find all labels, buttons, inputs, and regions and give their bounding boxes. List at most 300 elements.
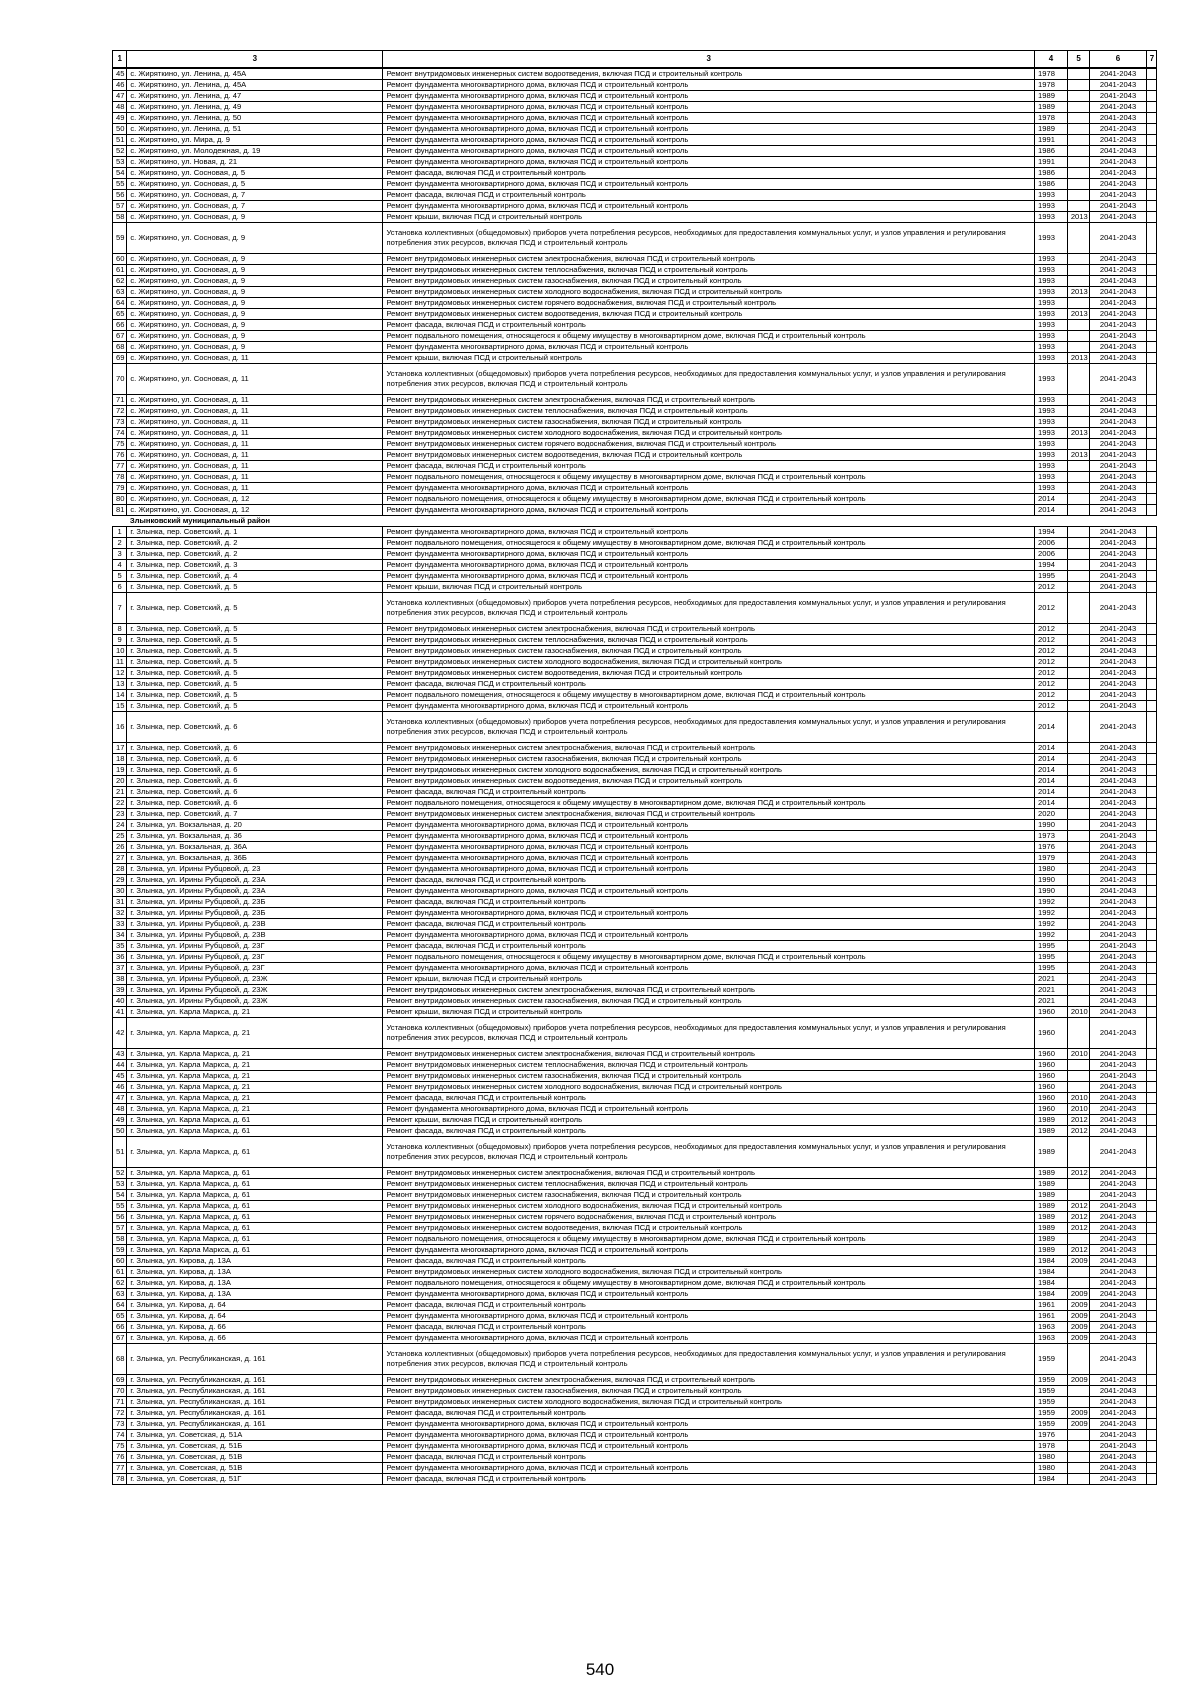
work-type-cell: Установка коллективных (общедомовых) приборов учета потребления ресурсов, необходимых для предоставления коммунальных услуг, и узлов управления и регулирования потребления этих ресурсов, включая ПСД и строительный контроль (383, 364, 1035, 395)
build-year-cell: 1973 (1035, 831, 1068, 842)
extra-cell (1146, 1060, 1156, 1071)
address-cell: г. Злынка, ул. Ирины Рубцовой, д. 23Б (127, 908, 383, 919)
extra-cell (1146, 1179, 1156, 1190)
planned-period-cell: 2041-2043 (1090, 1223, 1146, 1234)
build-year-cell: 1960 (1035, 1093, 1068, 1104)
planned-period-cell: 2041-2043 (1090, 320, 1146, 331)
work-type-cell: Ремонт фундамента многоквартирного дома, включая ПСД и строительный контроль (383, 1333, 1035, 1344)
extra-cell (1146, 765, 1156, 776)
work-type-cell: Ремонт фундамента многоквартирного дома, включая ПСД и строительный контроль (383, 853, 1035, 864)
row-number-cell: 63 (113, 1289, 127, 1300)
row-number-cell: 65 (113, 309, 127, 320)
planned-period-cell: 2041-2043 (1090, 1137, 1146, 1168)
last-repair-year-cell (1067, 91, 1090, 102)
build-year-cell: 1989 (1035, 1212, 1068, 1223)
last-repair-year-cell (1067, 124, 1090, 135)
last-repair-year-cell: 2012 (1067, 1212, 1090, 1223)
address-cell: г. Злынка, ул. Советская, д. 51В (127, 1463, 383, 1474)
address-cell: г. Злынка, пер. Советский, д. 6 (127, 743, 383, 754)
planned-period-cell: 2041-2043 (1090, 287, 1146, 298)
address-cell: с. Жиряткино, ул. Сосновая, д. 12 (127, 494, 383, 505)
build-year-cell: 1984 (1035, 1474, 1068, 1485)
build-year-cell: 1989 (1035, 1234, 1068, 1245)
build-year-cell: 1993 (1035, 309, 1068, 320)
address-cell: г. Злынка, пер. Советский, д. 5 (127, 668, 383, 679)
planned-period-cell: 2041-2043 (1090, 1168, 1146, 1179)
work-type-cell: Ремонт фундамента многоквартирного дома, включая ПСД и строительный контроль (383, 179, 1035, 190)
row-number-cell: 77 (113, 461, 127, 472)
extra-cell (1146, 1430, 1156, 1441)
table-row (113, 483, 1157, 494)
build-year-cell: 1993 (1035, 265, 1068, 276)
row-number-cell: 69 (113, 353, 127, 364)
last-repair-year-cell (1067, 776, 1090, 787)
extra-cell (1146, 1018, 1156, 1049)
table-row (113, 952, 1157, 963)
planned-period-cell: 2041-2043 (1090, 538, 1146, 549)
last-repair-year-cell (1067, 897, 1090, 908)
address-cell: с. Жиряткино, ул. Сосновая, д. 9 (127, 331, 383, 342)
row-number-cell: 41 (113, 1007, 127, 1018)
last-repair-year-cell (1067, 798, 1090, 809)
last-repair-year-cell (1067, 668, 1090, 679)
row-number-cell: 72 (113, 1408, 127, 1419)
planned-period-cell: 2041-2043 (1090, 974, 1146, 985)
last-repair-year-cell: 2012 (1067, 1223, 1090, 1234)
planned-period-cell: 2041-2043 (1090, 1344, 1146, 1375)
last-repair-year-cell (1067, 146, 1090, 157)
row-number-cell: 48 (113, 102, 127, 113)
last-repair-year-cell (1067, 820, 1090, 831)
table-body (113, 68, 1157, 1485)
build-year-cell: 1994 (1035, 527, 1068, 538)
row-number-cell: 74 (113, 428, 127, 439)
address-cell: г. Злынка, ул. Советская, д. 51Г (127, 1474, 383, 1485)
table-row (113, 820, 1157, 831)
extra-cell (1146, 1452, 1156, 1463)
work-type-cell: Ремонт внутридомовых инженерных систем водоотведения, включая ПСД и строительный контроль (383, 776, 1035, 787)
table-row (113, 1104, 1157, 1115)
row-number-cell: 45 (113, 68, 127, 80)
extra-cell (1146, 1300, 1156, 1311)
address-cell: г. Злынка, ул. Карла Маркса, д. 61 (127, 1126, 383, 1137)
table-row (113, 428, 1157, 439)
build-year-cell: 2012 (1035, 646, 1068, 657)
extra-cell (1146, 908, 1156, 919)
last-repair-year-cell (1067, 1386, 1090, 1397)
work-type-cell: Ремонт внутридомовых инженерных систем газоснабжения, включая ПСД и строительный контроль (383, 996, 1035, 1007)
address-cell: г. Злынка, ул. Ирины Рубцовой, д. 23 (127, 864, 383, 875)
planned-period-cell: 2041-2043 (1090, 68, 1146, 80)
planned-period-cell: 2041-2043 (1090, 1408, 1146, 1419)
last-repair-year-cell (1067, 483, 1090, 494)
table-row (113, 190, 1157, 201)
last-repair-year-cell (1067, 930, 1090, 941)
row-number-cell: 36 (113, 952, 127, 963)
extra-cell (1146, 624, 1156, 635)
build-year-cell: 1984 (1035, 1267, 1068, 1278)
build-year-cell: 1993 (1035, 298, 1068, 309)
build-year-cell: 1980 (1035, 1463, 1068, 1474)
table-row (113, 593, 1157, 624)
table-row (113, 342, 1157, 353)
build-year-cell: 1995 (1035, 952, 1068, 963)
address-cell: с. Жиряткино, ул. Сосновая, д. 9 (127, 212, 383, 223)
extra-cell (1146, 265, 1156, 276)
row-number-cell: 60 (113, 1256, 127, 1267)
extra-cell (1146, 582, 1156, 593)
build-year-cell: 1995 (1035, 963, 1068, 974)
work-type-cell: Ремонт подвального помещения, относящегося к общему имуществу в многоквартирном доме, включая ПСД и строительный контроль (383, 952, 1035, 963)
build-year-cell: 1960 (1035, 1082, 1068, 1093)
address-cell: с. Жиряткино, ул. Сосновая, д. 12 (127, 505, 383, 516)
row-number-cell: 71 (113, 1397, 127, 1408)
build-year-cell: 1978 (1035, 1441, 1068, 1452)
extra-cell (1146, 124, 1156, 135)
row-number-cell: 34 (113, 930, 127, 941)
build-year-cell: 2006 (1035, 549, 1068, 560)
last-repair-year-cell (1067, 1060, 1090, 1071)
planned-period-cell: 2041-2043 (1090, 886, 1146, 897)
work-type-cell: Ремонт подвального помещения, относящегося к общему имуществу в многоквартирном доме, включая ПСД и строительный контроль (383, 798, 1035, 809)
table-row (113, 1049, 1157, 1060)
planned-period-cell: 2041-2043 (1090, 1430, 1146, 1441)
planned-period-cell: 2041-2043 (1090, 113, 1146, 124)
table-row (113, 1311, 1157, 1322)
last-repair-year-cell (1067, 135, 1090, 146)
address-cell: с. Жиряткино, ул. Сосновая, д. 9 (127, 320, 383, 331)
extra-cell (1146, 875, 1156, 886)
build-year-cell: 1993 (1035, 223, 1068, 254)
planned-period-cell: 2041-2043 (1090, 1071, 1146, 1082)
table-row (113, 1289, 1157, 1300)
last-repair-year-cell (1067, 908, 1090, 919)
work-type-cell: Ремонт фасада, включая ПСД и строительный контроль (383, 679, 1035, 690)
extra-cell (1146, 1104, 1156, 1115)
extra-cell (1146, 1049, 1156, 1060)
extra-cell (1146, 190, 1156, 201)
table-row (113, 996, 1157, 1007)
planned-period-cell: 2041-2043 (1090, 908, 1146, 919)
planned-period-cell: 2041-2043 (1090, 668, 1146, 679)
planned-period-cell: 2041-2043 (1090, 679, 1146, 690)
row-number-cell: 43 (113, 1049, 127, 1060)
extra-cell (1146, 952, 1156, 963)
build-year-cell: 2020 (1035, 809, 1068, 820)
extra-cell (1146, 505, 1156, 516)
table-row (113, 135, 1157, 146)
planned-period-cell: 2041-2043 (1090, 624, 1146, 635)
work-type-cell: Ремонт внутридомовых инженерных систем горячего водоснабжения, включая ПСД и строительный контроль (383, 1212, 1035, 1223)
table-row (113, 1386, 1157, 1397)
planned-period-cell: 2041-2043 (1090, 1441, 1146, 1452)
table-row (113, 1115, 1157, 1126)
build-year-cell: 1995 (1035, 941, 1068, 952)
row-number-cell: 76 (113, 450, 127, 461)
work-type-cell: Ремонт внутридомовых инженерных систем горячего водоснабжения, включая ПСД и строительный контроль (383, 439, 1035, 450)
work-type-cell: Ремонт фундамента многоквартирного дома, включая ПСД и строительный контроль (383, 102, 1035, 113)
row-number-cell: 74 (113, 1430, 127, 1441)
address-cell: г. Злынка, ул. Ирины Рубцовой, д. 23В (127, 919, 383, 930)
table-row (113, 1168, 1157, 1179)
header-cell-number: 1 (113, 51, 127, 69)
build-year-cell: 1995 (1035, 571, 1068, 582)
address-cell: г. Злынка, ул. Республиканская, д. 161 (127, 1344, 383, 1375)
work-type-cell: Ремонт фасада, включая ПСД и строительный контроль (383, 1126, 1035, 1137)
address-cell: с. Жиряткино, ул. Сосновая, д. 11 (127, 461, 383, 472)
address-cell: г. Злынка, ул. Карла Маркса, д. 21 (127, 1104, 383, 1115)
row-number-cell: 63 (113, 287, 127, 298)
planned-period-cell: 2041-2043 (1090, 1245, 1146, 1256)
table-row (113, 754, 1157, 765)
last-repair-year-cell (1067, 223, 1090, 254)
row-number-cell: 53 (113, 157, 127, 168)
last-repair-year-cell: 2009 (1067, 1322, 1090, 1333)
last-repair-year-cell (1067, 276, 1090, 287)
build-year-cell: 1993 (1035, 472, 1068, 483)
address-cell: с. Жиряткино, ул. Сосновая, д. 9 (127, 287, 383, 298)
address-cell: г. Злынка, пер. Советский, д. 5 (127, 635, 383, 646)
last-repair-year-cell (1067, 624, 1090, 635)
planned-period-cell: 2041-2043 (1090, 1375, 1146, 1386)
extra-cell (1146, 91, 1156, 102)
planned-period-cell: 2041-2043 (1090, 406, 1146, 417)
extra-cell (1146, 1474, 1156, 1485)
planned-period-cell: 2041-2043 (1090, 364, 1146, 395)
work-type-cell: Ремонт фасада, включая ПСД и строительный контроль (383, 320, 1035, 331)
work-type-cell: Установка коллективных (общедомовых) приборов учета потребления ресурсов, необходимых для предоставления коммунальных услуг, и узлов управления и регулирования потребления этих ресурсов, включая ПСД и строительный контроль (383, 712, 1035, 743)
planned-period-cell: 2041-2043 (1090, 1267, 1146, 1278)
address-cell: с. Жиряткино, ул. Сосновая, д. 11 (127, 364, 383, 395)
address-cell: с. Жиряткино, ул. Ленина, д. 47 (127, 91, 383, 102)
work-type-cell: Ремонт внутридомовых инженерных систем газоснабжения, включая ПСД и строительный контроль (383, 646, 1035, 657)
planned-period-cell: 2041-2043 (1090, 1060, 1146, 1071)
last-repair-year-cell: 2012 (1067, 1245, 1090, 1256)
build-year-cell: 1980 (1035, 1452, 1068, 1463)
last-repair-year-cell (1067, 809, 1090, 820)
build-year-cell: 1991 (1035, 135, 1068, 146)
build-year-cell: 1989 (1035, 102, 1068, 113)
address-cell: с. Жиряткино, ул. Новая, д. 21 (127, 157, 383, 168)
planned-period-cell: 2041-2043 (1090, 1311, 1146, 1322)
build-year-cell: 1989 (1035, 1168, 1068, 1179)
planned-period-cell: 2041-2043 (1090, 930, 1146, 941)
last-repair-year-cell: 2010 (1067, 1093, 1090, 1104)
planned-period-cell: 2041-2043 (1090, 494, 1146, 505)
row-number-cell: 25 (113, 831, 127, 842)
planned-period-cell: 2041-2043 (1090, 1093, 1146, 1104)
row-number-cell: 28 (113, 864, 127, 875)
planned-period-cell: 2041-2043 (1090, 809, 1146, 820)
work-type-cell: Ремонт фасада, включая ПСД и строительный контроль (383, 1322, 1035, 1333)
planned-period-cell: 2041-2043 (1090, 646, 1146, 657)
work-type-cell: Установка коллективных (общедомовых) приборов учета потребления ресурсов, необходимых для предоставления коммунальных услуг, и узлов управления и регулирования потребления этих ресурсов, включая ПСД и строительный контроль (383, 1137, 1035, 1168)
extra-cell (1146, 809, 1156, 820)
build-year-cell: 1980 (1035, 864, 1068, 875)
row-number-cell: 47 (113, 1093, 127, 1104)
build-year-cell: 1959 (1035, 1397, 1068, 1408)
build-year-cell: 1963 (1035, 1333, 1068, 1344)
table-row (113, 439, 1157, 450)
row-number-cell: 2 (113, 538, 127, 549)
last-repair-year-cell (1067, 1190, 1090, 1201)
table-row (113, 919, 1157, 930)
planned-period-cell: 2041-2043 (1090, 743, 1146, 754)
planned-period-cell: 2041-2043 (1090, 331, 1146, 342)
planned-period-cell: 2041-2043 (1090, 985, 1146, 996)
table-row (113, 1344, 1157, 1375)
address-cell: г. Злынка, пер. Советский, д. 6 (127, 765, 383, 776)
work-type-cell: Ремонт фасада, включая ПСД и строительный контроль (383, 919, 1035, 930)
work-type-cell: Ремонт внутридомовых инженерных систем водоотведения, включая ПСД и строительный контроль (383, 450, 1035, 461)
build-year-cell: 1990 (1035, 820, 1068, 831)
build-year-cell: 2014 (1035, 712, 1068, 743)
last-repair-year-cell (1067, 1179, 1090, 1190)
address-cell: г. Злынка, пер. Советский, д. 5 (127, 679, 383, 690)
row-number-cell: 80 (113, 494, 127, 505)
planned-period-cell: 2041-2043 (1090, 690, 1146, 701)
planned-period-cell: 2041-2043 (1090, 439, 1146, 450)
address-cell: г. Злынка, ул. Кирова, д. 13А (127, 1289, 383, 1300)
extra-cell (1146, 309, 1156, 320)
extra-cell (1146, 342, 1156, 353)
extra-cell (1146, 1278, 1156, 1289)
extra-cell (1146, 1234, 1156, 1245)
table-row (113, 712, 1157, 743)
work-type-cell: Ремонт крыши, включая ПСД и строительный контроль (383, 353, 1035, 364)
table-row (113, 472, 1157, 483)
address-cell: г. Злынка, пер. Советский, д. 7 (127, 809, 383, 820)
extra-cell (1146, 1408, 1156, 1419)
work-type-cell: Ремонт внутридомовых инженерных систем газоснабжения, включая ПСД и строительный контроль (383, 754, 1035, 765)
address-cell: г. Злынка, ул. Карла Маркса, д. 61 (127, 1168, 383, 1179)
last-repair-year-cell: 2013 (1067, 428, 1090, 439)
table-row (113, 1007, 1157, 1018)
district-heading: Злынковский муниципальный район (127, 516, 1157, 527)
planned-period-cell: 2041-2043 (1090, 919, 1146, 930)
build-year-cell: 2014 (1035, 494, 1068, 505)
row-number-cell: 33 (113, 919, 127, 930)
last-repair-year-cell: 2009 (1067, 1311, 1090, 1322)
planned-period-cell: 2041-2043 (1090, 395, 1146, 406)
last-repair-year-cell: 2012 (1067, 1126, 1090, 1137)
build-year-cell: 1992 (1035, 930, 1068, 941)
last-repair-year-cell: 2013 (1067, 353, 1090, 364)
row-number-cell: 61 (113, 265, 127, 276)
extra-cell (1146, 135, 1156, 146)
table-row (113, 809, 1157, 820)
header-cell-build-year: 4 (1035, 51, 1068, 69)
extra-cell (1146, 428, 1156, 439)
address-cell: с. Жиряткино, ул. Ленина, д. 49 (127, 102, 383, 113)
planned-period-cell: 2041-2043 (1090, 102, 1146, 113)
extra-cell (1146, 223, 1156, 254)
planned-period-cell: 2041-2043 (1090, 309, 1146, 320)
work-type-cell: Ремонт внутридомовых инженерных систем холодного водоснабжения, включая ПСД и строительный контроль (383, 287, 1035, 298)
build-year-cell: 1986 (1035, 179, 1068, 190)
row-number-cell: 27 (113, 853, 127, 864)
row-number-cell: 32 (113, 908, 127, 919)
address-cell: с. Жиряткино, ул. Ленина, д. 45А (127, 80, 383, 91)
address-cell: г. Злынка, ул. Кирова, д. 66 (127, 1322, 383, 1333)
row-number-cell: 73 (113, 1419, 127, 1430)
row-number-cell: 16 (113, 712, 127, 743)
planned-period-cell: 2041-2043 (1090, 941, 1146, 952)
address-cell: с. Жиряткино, ул. Сосновая, д. 7 (127, 190, 383, 201)
planned-period-cell: 2041-2043 (1090, 223, 1146, 254)
row-number-cell: 10 (113, 646, 127, 657)
repair-schedule-sheet (112, 50, 1157, 1485)
planned-period-cell: 2041-2043 (1090, 582, 1146, 593)
row-number-cell: 52 (113, 1168, 127, 1179)
extra-cell (1146, 1386, 1156, 1397)
row-number-cell: 11 (113, 657, 127, 668)
table-row (113, 1375, 1157, 1386)
address-cell: г. Злынка, ул. Карла Маркса, д. 21 (127, 1049, 383, 1060)
address-cell: г. Злынка, ул. Ирины Рубцовой, д. 23Ж (127, 985, 383, 996)
last-repair-year-cell: 2009 (1067, 1408, 1090, 1419)
last-repair-year-cell (1067, 952, 1090, 963)
address-cell: г. Злынка, ул. Карла Маркса, д. 61 (127, 1212, 383, 1223)
table-row (113, 450, 1157, 461)
extra-cell (1146, 1463, 1156, 1474)
work-type-cell: Ремонт фундамента многоквартирного дома, включая ПСД и строительный контроль (383, 930, 1035, 941)
header-cell-extra: 7 (1146, 51, 1156, 69)
planned-period-cell: 2041-2043 (1090, 505, 1146, 516)
address-cell: г. Злынка, ул. Республиканская, д. 161 (127, 1419, 383, 1430)
work-type-cell: Ремонт фундамента многоквартирного дома, включая ПСД и строительный контроль (383, 560, 1035, 571)
extra-cell (1146, 1082, 1156, 1093)
address-cell: г. Злынка, ул. Вокзальная, д. 20 (127, 820, 383, 831)
build-year-cell: 1989 (1035, 1179, 1068, 1190)
row-number-cell: 39 (113, 985, 127, 996)
build-year-cell: 1993 (1035, 450, 1068, 461)
row-number-cell: 57 (113, 1223, 127, 1234)
last-repair-year-cell: 2010 (1067, 1007, 1090, 1018)
build-year-cell: 1993 (1035, 331, 1068, 342)
extra-cell (1146, 483, 1156, 494)
planned-period-cell: 2041-2043 (1090, 798, 1146, 809)
planned-period-cell: 2041-2043 (1090, 1082, 1146, 1093)
last-repair-year-cell (1067, 996, 1090, 1007)
address-cell: г. Злынка, ул. Ирины Рубцовой, д. 23Ж (127, 974, 383, 985)
last-repair-year-cell (1067, 963, 1090, 974)
extra-cell (1146, 1311, 1156, 1322)
table-row (113, 1179, 1157, 1190)
row-number-cell: 73 (113, 417, 127, 428)
work-type-cell: Ремонт фундамента многоквартирного дома, включая ПСД и строительный контроль (383, 864, 1035, 875)
work-type-cell: Ремонт фасада, включая ПСД и строительный контроль (383, 941, 1035, 952)
last-repair-year-cell (1067, 254, 1090, 265)
planned-period-cell: 2041-2043 (1090, 1322, 1146, 1333)
address-cell: г. Злынка, ул. Кирова, д. 13А (127, 1278, 383, 1289)
work-type-cell: Ремонт крыши, включая ПСД и строительный контроль (383, 212, 1035, 223)
address-cell: г. Злынка, ул. Вокзальная, д. 36 (127, 831, 383, 842)
row-number-cell: 23 (113, 809, 127, 820)
build-year-cell: 1993 (1035, 342, 1068, 353)
last-repair-year-cell (1067, 1430, 1090, 1441)
table-row (113, 168, 1157, 179)
build-year-cell: 2014 (1035, 776, 1068, 787)
row-number-cell: 7 (113, 593, 127, 624)
work-type-cell: Ремонт подвального помещения, относящегося к общему имуществу в многоквартирном доме, включая ПСД и строительный контроль (383, 538, 1035, 549)
table-row (113, 743, 1157, 754)
work-type-cell: Ремонт фундамента многоквартирного дома, включая ПСД и строительный контроль (383, 908, 1035, 919)
planned-period-cell: 2041-2043 (1090, 91, 1146, 102)
work-type-cell: Ремонт фундамента многоквартирного дома, включая ПСД и строительный контроль (383, 842, 1035, 853)
build-year-cell: 1989 (1035, 1190, 1068, 1201)
last-repair-year-cell (1067, 875, 1090, 886)
